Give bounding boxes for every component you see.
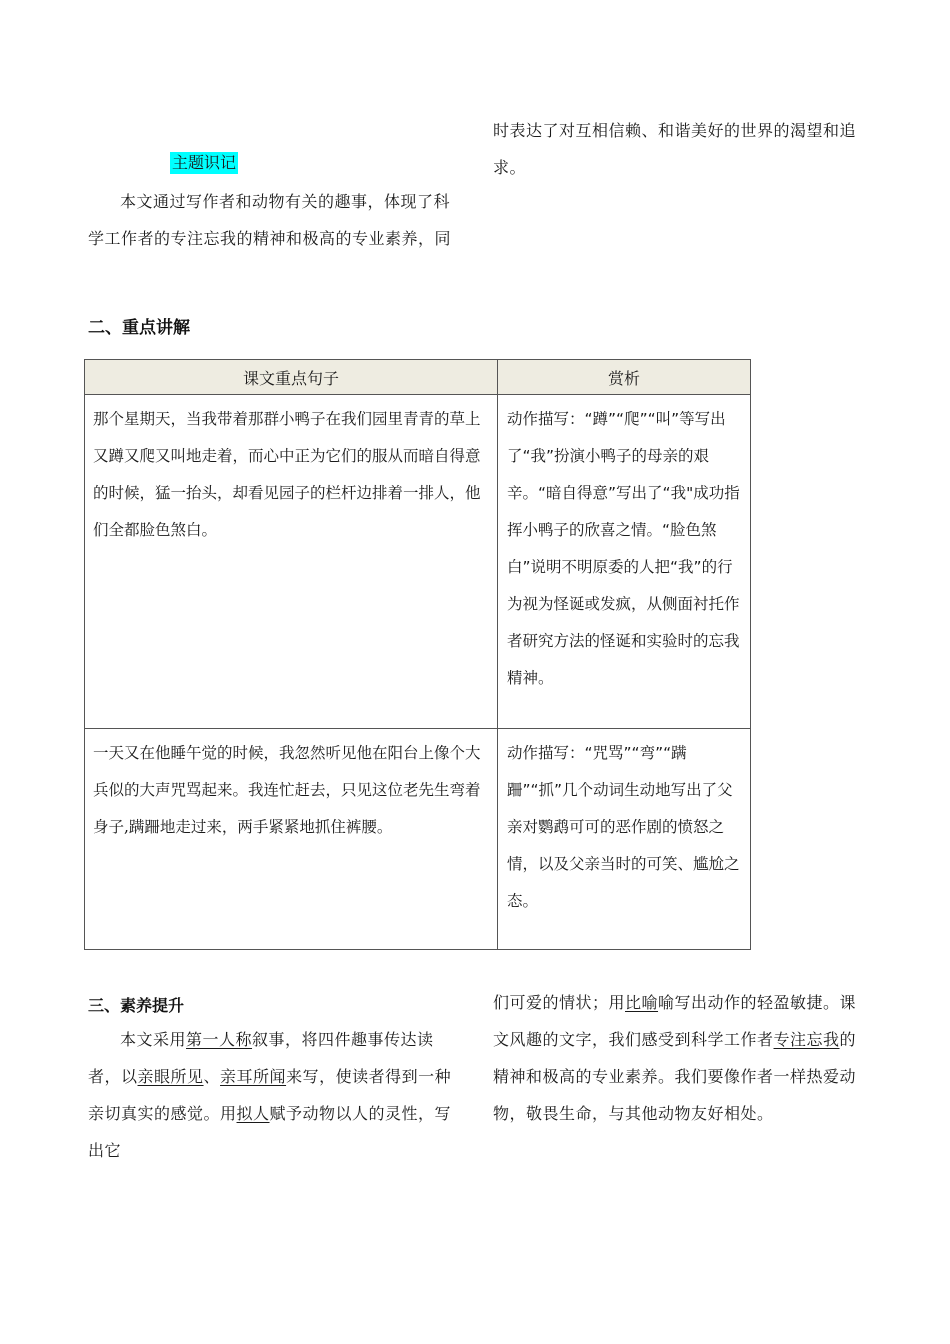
key-sentence-2: 一天又在他睡午觉的时候，我忽然听见他在阳台上像个大兵似的大声咒骂起来。我连忙赶去，只见这位老先生弯着身子,蹒跚地走过来，两手紧紧地抓住裤腰。 [93,744,481,836]
analysis-cell [498,395,751,729]
underlined-term: 亲眼所见 [137,1067,204,1086]
table-row [85,729,751,950]
section2-heading: 二、重点讲解 [88,318,190,338]
header-sentence: 课文重点句子 [85,360,498,395]
text-run: 喻写出动作的轻盈敏捷。课文风趣的文字，我们感受到科学工作者 [493,993,857,1049]
text-run: 赋予动物以人的灵性，写出它 [88,1104,452,1160]
header-analysis: 赏析 [498,360,751,395]
analysis-1: 动作描写：“蹲”“爬”“叫”等写出了“我”扮演小鸭子的母亲的艰辛。“暗自得意”写出了“我"成功指挥小鸭子的欣喜之情。“脸色煞白”说明不明原委的人把“我”的行为视为怪诞或发疯，从侧面衬托作者研究方法的怪诞和实验时的忘我精神。 [507,410,740,687]
analysis-cell [498,729,751,950]
underlined-term: 专注忘我 [773,1030,840,1049]
theme-label: 主题识记 [172,153,237,172]
underlined-term: 拟人 [236,1104,270,1123]
key-sentences-table [84,359,751,950]
text-run: 、 [203,1067,221,1086]
text-run: 叙事，将四件趣事传达读者，以 [88,1030,434,1086]
table-row [85,395,751,729]
key-sentence-1: 那个星期天，当我带着那群小鸭子在我们园里青青的草上又蹲又爬又叫地走着，而心中正为它们的服从而暗自得意的时候，猛一抬头，却看见园子的栏杆边排着一排人，他们全都脸色煞白。 [93,410,481,539]
table-header-row [85,360,751,395]
underlined-term: 第一人称 [186,1030,253,1049]
sentence-cell [85,729,498,950]
analysis-2: 动作描写：“咒骂”“弯”“蹒跚”“抓”几个动词生动地写出了父亲对鹦鹉可可的恶作剧的愤怒之情，以及父亲当时的可笑、尴尬之态。 [507,744,740,910]
theme-text: 本文通过写作者和动物有关的趣事，体现了科学工作者的专注忘我的精神和极高的专业素养，同 [88,192,452,248]
sentence-cell [85,395,498,729]
literacy-text-left [88,1021,464,1169]
text-run: 们可爱的情状；用 [493,993,626,1012]
text-run: 的精神和极高的专业素养。我们要像作者一样热爱动物，敬畏生命，与其他动物友好相处。 [493,1030,857,1123]
section3-heading: 三、素养提升 [88,996,185,1015]
underlined-term: 比喻 [625,993,659,1012]
literacy-text-right [493,984,869,1132]
text-run: 来写，使读者得到一种亲切真实的感觉。用 [88,1067,452,1123]
theme-continuation-text: 时表达了对互相信赖、和谐美好的世界的渴望和追求。 [493,121,857,177]
underlined-term: 亲耳所闻 [220,1067,287,1086]
text-run: 本文采用 [120,1030,187,1049]
